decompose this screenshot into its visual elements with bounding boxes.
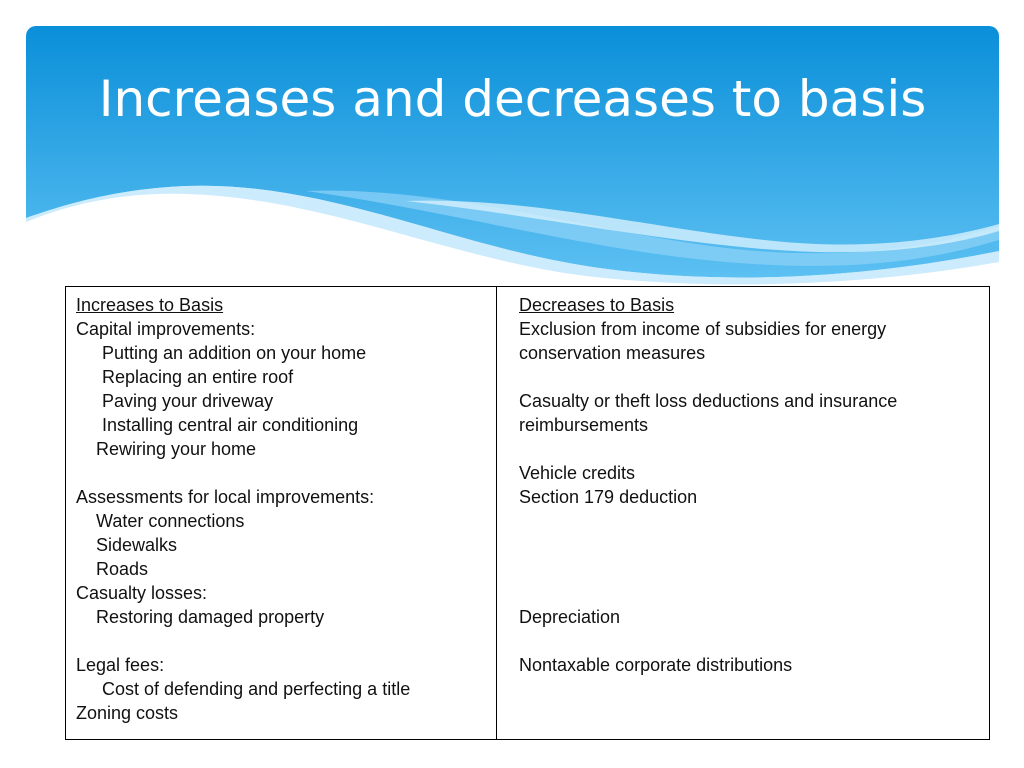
list-item: Section 179 deduction: [519, 487, 698, 507]
list-item: [76, 461, 486, 485]
list-item: Casualty or theft loss deductions and insurance: [519, 391, 898, 411]
list-item: Casualty losses:: [76, 583, 208, 603]
list-item: [519, 629, 979, 653]
decreases-heading: Decreases to Basis: [519, 295, 675, 315]
table-row: [66, 287, 990, 740]
list-item: [519, 365, 979, 389]
list-item: Installing central air conditioning: [102, 415, 359, 435]
list-item: Vehicle credits: [519, 463, 636, 483]
list-item: Cost of defending and perfecting a title: [102, 679, 411, 699]
list-item: Nontaxable corporate distributions: [519, 655, 793, 675]
list-item: Water connections: [96, 511, 245, 531]
list-item: Zoning costs: [76, 703, 179, 723]
header-band: [26, 26, 999, 286]
list-item: Putting an addition on your home: [102, 343, 367, 363]
list-item: Exclusion from income of subsidies for energy: [519, 319, 887, 339]
list-item: [519, 533, 979, 557]
list-item: Replacing an entire roof: [102, 367, 294, 387]
decreases-column: [497, 287, 990, 740]
list-item: Restoring damaged property: [96, 607, 325, 627]
list-item: [519, 581, 979, 605]
list-item: [519, 437, 979, 461]
increases-heading: Increases to Basis: [76, 295, 224, 315]
list-item: Rewiring your home: [96, 439, 257, 459]
list-item: [519, 509, 979, 533]
list-item: conservation measures: [519, 343, 706, 363]
decreases-list: [519, 317, 979, 677]
list-item: [76, 629, 486, 653]
list-item: Paving your driveway: [102, 391, 274, 411]
list-item: [519, 557, 979, 581]
list-item: Assessments for local improvements:: [76, 487, 375, 507]
header-wave-graphic: [26, 26, 999, 286]
list-item: Sidewalks: [96, 535, 178, 555]
list-item: Roads: [96, 559, 149, 579]
list-item: reimbursements: [519, 415, 649, 435]
list-item: Capital improvements:: [76, 319, 256, 339]
list-item: Legal fees:: [76, 655, 165, 675]
slide-title: Increases and decreases to basis: [98, 70, 927, 128]
list-item: Depreciation: [519, 607, 621, 627]
increases-list: [76, 317, 486, 725]
basis-table: [65, 286, 990, 740]
increases-column: [66, 287, 497, 740]
